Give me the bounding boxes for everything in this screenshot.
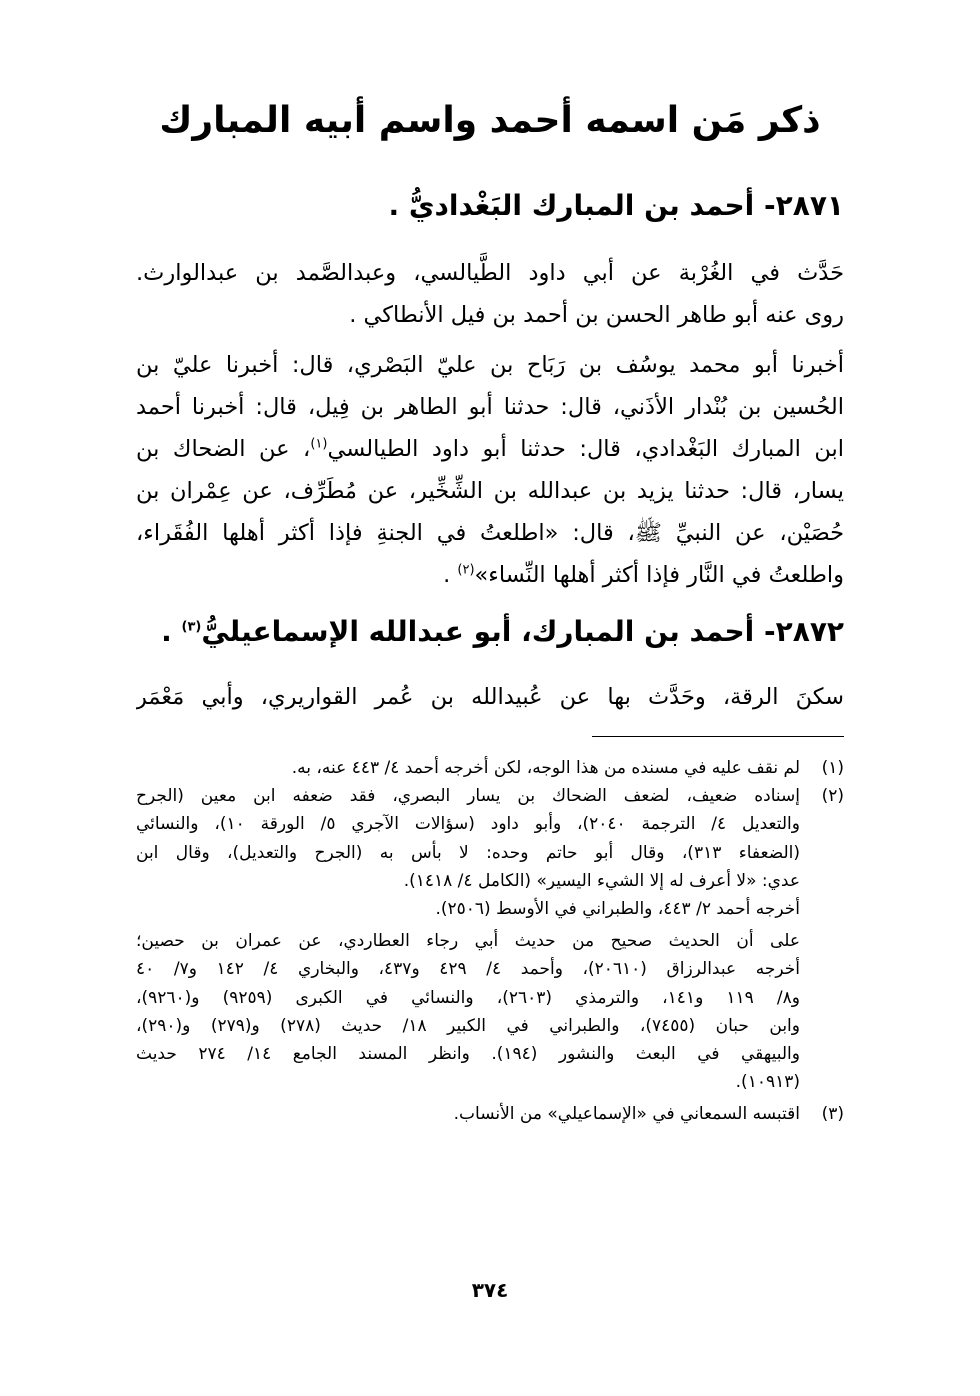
footnote-3 [136,1100,844,1128]
footnote-text: لم نقف عليه في مسنده من هذا الوجه، لكن أخرجه أحمد ٤/ ٤٤٣ عنه، به. [291,758,800,778]
isnad-line [136,428,844,470]
footnotes [136,754,844,1129]
isnad-line: يسار، قال: حدثنا يزيد بن عبدالله بن الشِّخِّير، عن مُطَرِّف، عن عِمْران بن [136,478,844,504]
isnad-text: واطلعتُ في النَّار فإذا أكثر أهلها النِّساء» [474,562,844,588]
isnad-line: الحُسين بن بُنْدار الأذَني، قال: حدثنا أبو الطاهر بن فِيل، قال: أخبرنا أحمد [136,394,844,420]
footnote-number: (٣) [821,1104,844,1125]
isnad-line [136,554,844,596]
entry-2871-heading: ٢٨٧١- أحمد بن المبارك البَغْداديُّ . [388,189,844,222]
footnote-ref-1[interactable]: (١) [310,436,328,452]
page-number: ٣٧٤ [471,1278,509,1302]
isnad-text: . [443,562,458,588]
footnote-line: والبيهقي في البعث والنشور (١٩٤). وانظر المسند الجامع ١٤/ ٢٧٤ حديث [136,1044,800,1065]
isnad-line: أخبرنا أبو محمد يوسُف بن رَبَاح بن عليّ البَصْري، قال: أخبرنا عليّ بن [136,352,844,378]
bio-line: روى عنه أبو طاهر الحسن بن أحمد بن فيل الأنطاكي . [349,302,844,328]
footnote-line: (الضعفاء ٣١٣)، وقال أبو حاتم وحده: لا بأس به (الجرح والتعديل)، وقال ابن [136,842,800,863]
footnote-line: أخرجه أحمد ٢/ ٤٤٣، والطبراني في الأوسط (٢٥٠٦). [435,899,800,920]
footnote-number: (٢) [821,786,844,807]
entry-2872-title-end: . [161,615,182,648]
footnote-text: اقتبسه السمعاني في «الإسماعيلي» من الأنساب. [453,1104,800,1125]
bio-line: حَدَّث في الغُرْبة عن أبي داود الطَّيالسي، وعبدالصَّمد بن عبدالوارث. [136,260,844,286]
footnote-1 [136,754,844,782]
entry-2871-bio [136,252,844,336]
footnote-line: و٨/ ١١٩ و١٤١، والترمذي (٢٦٠٣)، والنسائي في الكبرى (٩٢٥٩) و(٩٢٦٠)، [136,987,800,1008]
isnad-line: حُصَيْن، عن النبيِّ ﷺ، قال: «اطلعتُ في الجنةِ فإذا أكثر أهلها الفُقَراء، [136,520,844,546]
entry-2871-isnad [136,344,844,596]
isnad-text: ، عن الضحاك بن [136,436,311,462]
isnad-text: ابن المبارك البَغْدادي، قال: حدثنا أبو داود الطيالسي [327,436,844,462]
footnote-line: على أن الحديث صحيح من حديث أبي رجاء العطاردي، عن عمران بن حصين؛ [136,931,800,952]
footnote-line: وابن حبان (٧٤٥٥)، والطبراني في الكبير ١٨/ حديث (٢٧٨) و(٢٧٩) و(٢٩٠)، [136,1015,800,1036]
footnote-line: عدي: «لا أعرف له إلا الشيء اليسير» (الكامل ٤/ ١٤١٨). [403,870,800,891]
footnote-body [136,782,800,1096]
section-title: ذكر مَن اسمه أحمد واسم أبيه المبارك [159,100,821,141]
footnote-line: أخرجه عبدالرزاق (٢٠٦١٠)، وأحمد ٤/ ٤٢٩ و٤٣٧، والبخاري ٤/ ١٤٢ و٧/ ٤٠ [136,959,800,980]
entry-2872-heading [136,610,844,654]
footnote-ref-2[interactable]: (٢) [457,562,475,578]
entry-2872-title: ٢٨٧٢- أحمد بن المبارك، أبو عبدالله الإسماعيليُّ [201,615,844,648]
footnote-line: (١٠٩١٣). [735,1072,800,1093]
footnote-ref-3[interactable]: (٣) [181,619,202,635]
footnote-2 [136,782,844,1096]
footnote-number: (١) [821,758,844,778]
bio-line: سكنَ الرقة، وحَدَّث بها عن عُبيدالله بن عُمر القواريري، وأبي مَعْمَر [136,684,844,710]
footnote-divider [592,736,844,737]
footnote-line: إسناده ضعيف، لضعف الضحاك بن يسار البصري، فقد ضعفه ابن معين (الجرح [136,786,800,807]
footnote-line: والتعديل ٤/ الترجمة ٢٠٤٠)، وأبو داود (سؤالات الآجري ٥/ الورقة ١٠)، والنسائي [136,814,800,835]
entry-2872-bio [136,676,844,718]
